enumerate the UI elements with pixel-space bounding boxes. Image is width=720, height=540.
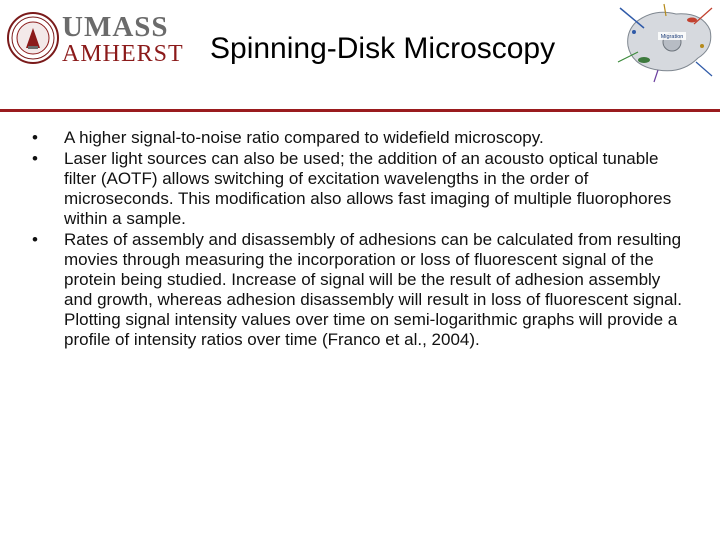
bullet-text: Rates of assembly and disassembly of adhesions can be calculated from resulting movies through measuring the incorporation or loss of fluorescent signal of the protein being studied. Increase of signal will be the result of adhesion assembly and growth, whereas adhesion disassembly will result in loss of fluorescent signal. Plotting signal intensity values over time on semi-logarithmic graphs will provide a profile of intensity ratios over time (Franco et al., 2004). [64,230,682,349]
logo-amherst-text: AMHERST [62,41,184,67]
slide-content [30,128,690,351]
bullet-icon: • [32,230,38,249]
slide-header [0,0,720,110]
logo-umass-text: UMASS [62,11,169,43]
umass-amherst-logo [4,4,184,70]
bullet-item [30,230,690,350]
bullet-item [30,149,690,229]
bullet-item [30,128,690,148]
diagram-label: Migration [660,34,684,40]
university-seal-icon [6,8,60,68]
bullet-text: Laser light sources can also be used; the addition of an acousto optical tunable filter (AOTF) allows switching of excitation wavelengths in the order of microseconds. This modification also allows fast imaging of multiple fluorophores within a sample. [64,149,672,228]
bullet-icon: • [32,128,38,147]
bullet-list [30,128,690,350]
bullet-icon: • [32,149,38,168]
slide-title: Spinning-Disk Microscopy [210,32,556,65]
cell-migration-diagram [614,2,718,84]
bullet-text: A higher signal-to-noise ratio compared to widefield microscopy. [64,128,544,147]
header-divider [0,109,720,112]
